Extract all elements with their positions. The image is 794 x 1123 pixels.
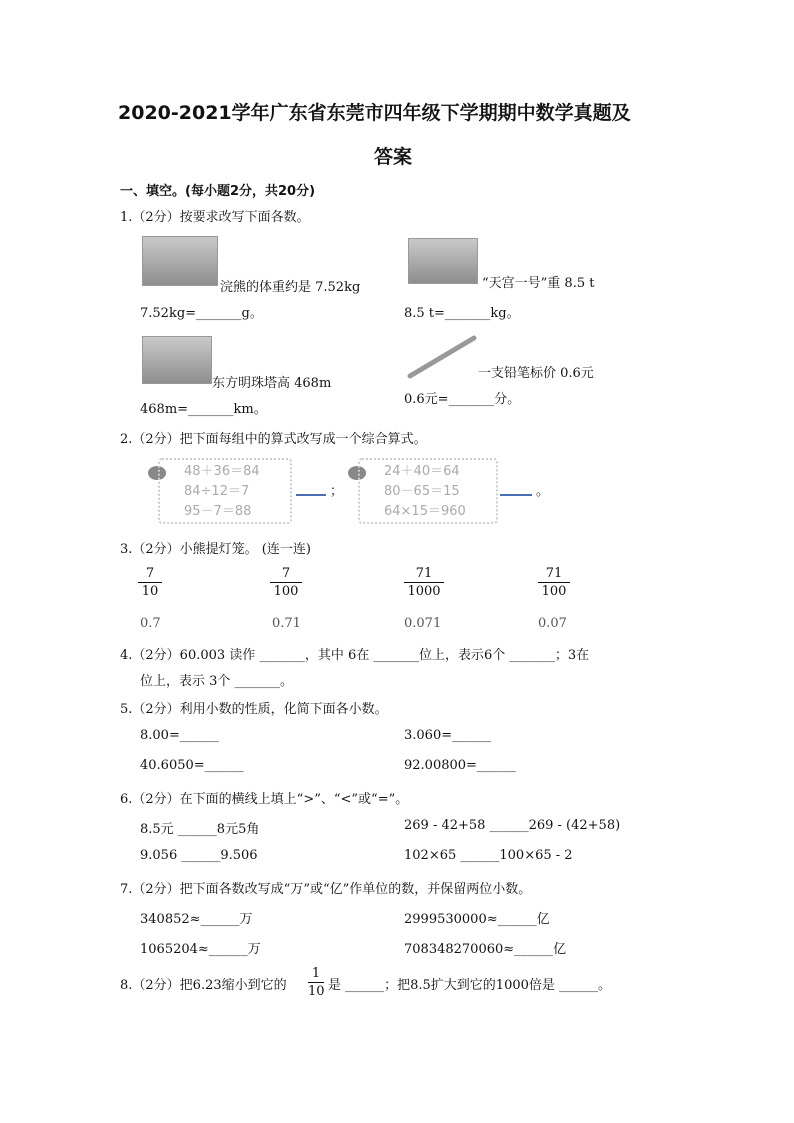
page-title: 2020-2021学年广东省东莞市四年级下学期期中数学真题及 bbox=[118, 102, 631, 124]
fraction-7-10 bbox=[138, 566, 162, 599]
q1b-fill: 8.5 t=_______kg。 bbox=[404, 306, 520, 321]
q8-pre: 8.（2分）把6.23缩小到它的 bbox=[120, 978, 287, 993]
expression-group-1 bbox=[184, 462, 260, 522]
denominator: 100 bbox=[273, 584, 299, 599]
q7-item: 2999530000≈______亿 bbox=[404, 912, 550, 927]
fraction-71-1000 bbox=[404, 566, 444, 599]
q1a-fill: 7.52kg=_______g。 bbox=[140, 306, 263, 321]
q6-item: 9.056 ______9.506 bbox=[140, 848, 258, 863]
numerator: 1 bbox=[311, 966, 321, 981]
numerator: 71 bbox=[545, 566, 563, 581]
numerator: 7 bbox=[145, 566, 155, 581]
fraction-71-100 bbox=[538, 566, 570, 599]
period: 。 bbox=[536, 484, 550, 499]
q6-item: 8.5元 ______8元5角 bbox=[140, 822, 260, 837]
q7-item: 340852≈______万 bbox=[140, 912, 253, 927]
q1d-caption: 一支铅笔标价 0.6元 bbox=[478, 366, 594, 381]
q1c-fill: 468m=_______km。 bbox=[140, 402, 267, 417]
q7-item: 1065204≈______万 bbox=[140, 942, 261, 957]
q1a-caption: 浣熊的体重约是 7.52kg bbox=[220, 280, 361, 295]
fraction-bar bbox=[270, 582, 302, 583]
q5-item: 40.6050=______ bbox=[140, 758, 244, 773]
q4-line2: 位上，表示 3个 _______。 bbox=[140, 674, 294, 689]
expression-line: 80－65＝15 bbox=[384, 484, 460, 499]
q5-item: 8.00=______ bbox=[140, 728, 219, 743]
pencil-image bbox=[406, 334, 478, 380]
separator: ； bbox=[330, 484, 344, 499]
page-title-line2: 答案 bbox=[374, 146, 413, 168]
q1b-caption: “天宫一号”重 8.5 t bbox=[482, 276, 595, 291]
denominator: 10 bbox=[308, 984, 325, 999]
expression-group-2 bbox=[384, 462, 466, 522]
numerator: 71 bbox=[415, 566, 433, 581]
answer-blank-2[interactable] bbox=[500, 494, 532, 496]
decimal-option[interactable]: 0.71 bbox=[272, 616, 301, 631]
satellite-image bbox=[408, 238, 478, 284]
q5-prompt: 5.（2分）利用小数的性质，化简下面各小数。 bbox=[120, 702, 388, 717]
expression-line: 48＋36＝84 bbox=[184, 464, 260, 479]
q4-line1: 4.（2分）60.003 读作 _______，其中 6在 _______位上，表示6个 _______；3在 bbox=[120, 648, 590, 663]
q2-prompt: 2.（2分）把下面每组中的算式改写成一个综合算式。 bbox=[120, 432, 427, 447]
numerator: 7 bbox=[281, 566, 291, 581]
q3-prompt: 3.（2分）小熊提灯笼。 (连一连) bbox=[120, 542, 311, 557]
q1d-fill: 0.6元=_______分。 bbox=[404, 392, 521, 407]
expression-line: 64×15＝960 bbox=[384, 504, 466, 519]
q6-prompt: 6.（2分）在下面的横线上填上“>”、“<”或“=”。 bbox=[120, 792, 409, 807]
fraction-bar bbox=[138, 582, 162, 583]
q1-prompt: 1.（2分）按要求改写下面各数。 bbox=[120, 210, 310, 225]
expression-line: 84÷12＝7 bbox=[184, 484, 250, 499]
denominator: 10 bbox=[141, 584, 159, 599]
denominator: 1000 bbox=[407, 584, 441, 599]
q7-prompt: 7.（2分）把下面各数改写成“万”或“亿”作单位的数，并保留两位小数。 bbox=[120, 882, 532, 897]
q8-post: 是 ______；把8.5扩大到它的1000倍是 ______。 bbox=[328, 978, 612, 993]
section-heading: 一、填空。(每小题2分，共20分) bbox=[120, 184, 316, 199]
decimal-option[interactable]: 0.071 bbox=[404, 616, 442, 631]
fraction-1-10 bbox=[308, 966, 324, 999]
q5-item: 92.00800=______ bbox=[404, 758, 516, 773]
raccoon-image bbox=[142, 236, 218, 286]
decimal-option[interactable]: 0.07 bbox=[538, 616, 567, 631]
q5-item: 3.060=______ bbox=[404, 728, 492, 743]
decimal-option[interactable]: 0.7 bbox=[140, 616, 161, 631]
q1c-caption: 东方明珠塔高 468m bbox=[212, 376, 332, 391]
q6-item: 269 - 42+58 ______269 - (42+58) bbox=[404, 818, 621, 833]
denominator: 100 bbox=[541, 584, 567, 599]
fraction-bar bbox=[538, 582, 570, 583]
fraction-7-100 bbox=[270, 566, 302, 599]
expression-line: 24＋40＝64 bbox=[384, 464, 460, 479]
tower-image bbox=[142, 336, 212, 384]
answer-blank-1[interactable] bbox=[296, 494, 326, 496]
fraction-bar bbox=[404, 582, 444, 583]
q6-item: 102×65 ______100×65 - 2 bbox=[404, 848, 573, 863]
q7-item: 708348270060≈______亿 bbox=[404, 942, 567, 957]
fraction-bar bbox=[308, 982, 324, 983]
expression-line: 95－7＝88 bbox=[184, 504, 252, 519]
